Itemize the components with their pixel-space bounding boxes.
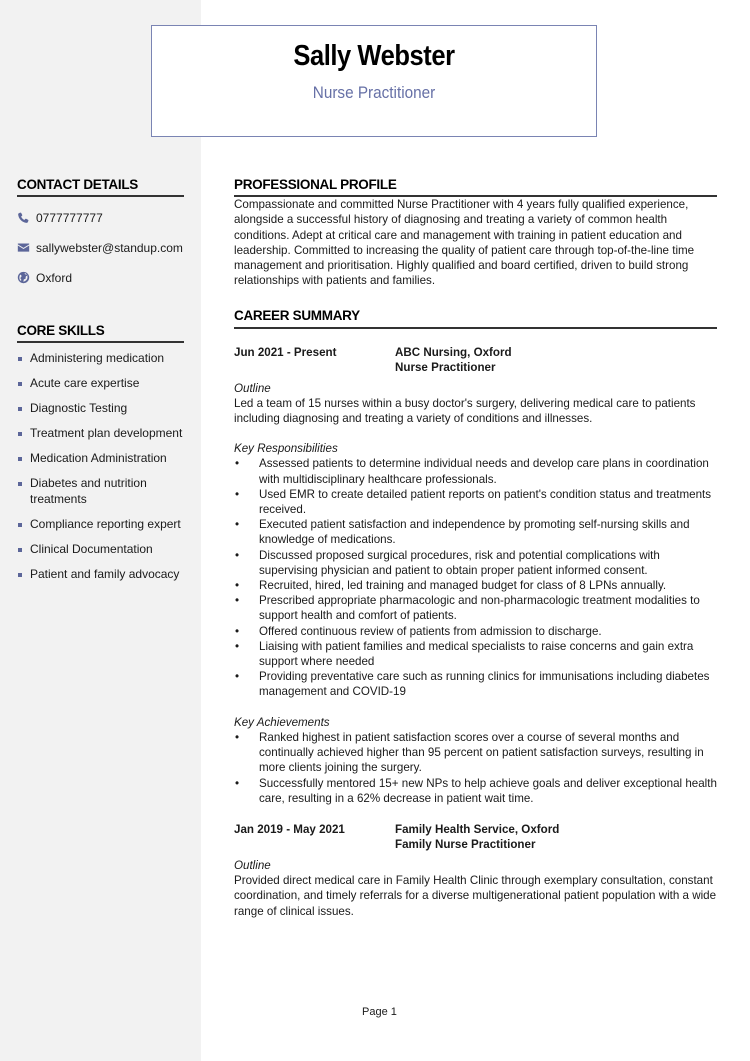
phone-number: 0777777777 [36, 210, 103, 225]
job-dates: Jan 2019 - May 2021 [234, 822, 345, 836]
skill-item: Clinical Documentation [17, 542, 184, 558]
job-header [234, 345, 717, 375]
globe-icon [17, 271, 30, 284]
career-heading: CAREER SUMMARY [234, 308, 717, 328]
email-address[interactable]: sallywebster@standup.com [36, 240, 183, 255]
skill-item: Medication Administration [17, 451, 184, 467]
responsibility-item: • Prescribed appropriate pharmacologic and non-pharmacologic treatment modalities to support health and comfort of patients. [234, 593, 717, 623]
profile-heading: PROFESSIONAL PROFILE [234, 177, 717, 197]
skill-item: Patient and family advocacy [17, 567, 184, 583]
achievements-label: Key Achievements [234, 715, 330, 729]
contact-email [17, 238, 184, 257]
skills-heading: CORE SKILLS [17, 323, 184, 343]
job-outline: Led a team of 15 nurses within a busy doctor's surgery, delivering medical care to patients including diagnosing and treating a variety of conditions and illnesses. [234, 396, 696, 426]
outline-label: Outline [234, 858, 271, 872]
profile-section [234, 177, 717, 288]
resume-header [151, 25, 597, 137]
email-icon [17, 241, 30, 254]
contact-heading: CONTACT DETAILS [17, 177, 184, 197]
job-organisation: ABC Nursing, Oxford [395, 345, 512, 359]
contact-section [17, 177, 184, 287]
job-role: Nurse Practitioner [395, 360, 496, 374]
job-organisation: Family Health Service, Oxford [395, 822, 560, 836]
contact-phone [17, 208, 184, 227]
job-org-role [395, 345, 512, 375]
responsibility-item: • Assessed patients to determine individual needs and develop care plans in coordination with multidisciplinary healthcare professionals. [234, 456, 717, 486]
main-content [234, 177, 717, 919]
sidebar [17, 177, 184, 592]
candidate-name: Sally Webster [293, 40, 455, 72]
skill-item: Administering medication [17, 351, 184, 367]
phone-icon [17, 211, 30, 224]
responsibility-item: • Used EMR to create detailed patient reports on patient's condition status and treatments received. [234, 487, 717, 517]
skills-list [17, 351, 184, 582]
skill-item: Diabetes and nutrition treatments [17, 476, 184, 507]
achievements-list [234, 730, 717, 806]
responsibility-item: • Recruited, hired, led training and managed budget for class of 8 LPNs annually. [234, 578, 717, 593]
page-number: Page 1 [362, 1006, 397, 1018]
location: Oxford [36, 270, 73, 285]
skill-item: Treatment plan development [17, 426, 184, 442]
job-org-role [395, 822, 559, 852]
profile-text: Compassionate and committed Nurse Practitioner with 4 years fully qualified experience, alongside a successful history of diagnosing and treating a variety of common health conditions. Adept at critical care and management with training in patient education and leadership. Committed to increasing the quality of patient care through top-of-the-line time management and prioritisation. Highly qualified and board certified, driven to build strong relationships with patients and families. [234, 198, 695, 288]
outline-label: Outline [234, 381, 271, 395]
contact-location [17, 268, 184, 287]
responsibility-item: • Discussed proposed surgical procedures, risk and potential complications with supervising physician and patient to obtain proper patient informed consent. [234, 548, 717, 578]
skills-section [17, 323, 184, 582]
achievement-item: • Successfully mentored 15+ new NPs to help achieve goals and deliver exceptional health care, resulting in a 62% decrease in patient wait time. [234, 776, 717, 806]
job-entry [234, 822, 717, 919]
job-header [234, 822, 717, 852]
responsibilities-list [234, 456, 717, 699]
skill-item: Diagnostic Testing [17, 401, 184, 417]
responsibility-item: • Providing preventative care such as running clinics for immunisations including diabetes management and COVID-19 [234, 669, 717, 699]
skill-item: Compliance reporting expert [17, 517, 184, 533]
job-outline: Provided direct medical care in Family Health Clinic through exemplary consultation, constant coordination, and timely referrals for a diverse multigenerational patient population with a wide range of clinical issues. [234, 874, 717, 918]
responsibility-item: • Offered continuous review of patients from admission to discharge. [234, 624, 717, 639]
career-section [234, 308, 717, 918]
responsibility-item: • Executed patient satisfaction and independence by promoting self-nursing skills and knowledge of medications. [234, 517, 717, 547]
job-entry [234, 345, 717, 806]
job-role: Family Nurse Practitioner [395, 837, 536, 851]
candidate-title: Nurse Practitioner [312, 83, 436, 102]
job-dates: Jun 2021 - Present [234, 345, 337, 359]
skill-item: Acute care expertise [17, 376, 184, 392]
achievement-item: • Ranked highest in patient satisfaction scores over a course of several months and continually achieved higher than 95 percent on patient satisfaction surveys, resulting in more clients joining the surgery. [234, 730, 717, 776]
responsibilities-label: Key Responsibilities [234, 442, 338, 456]
responsibility-item: • Liaising with patient families and medical specialists to raise concerns and gain extra support where needed [234, 639, 717, 669]
